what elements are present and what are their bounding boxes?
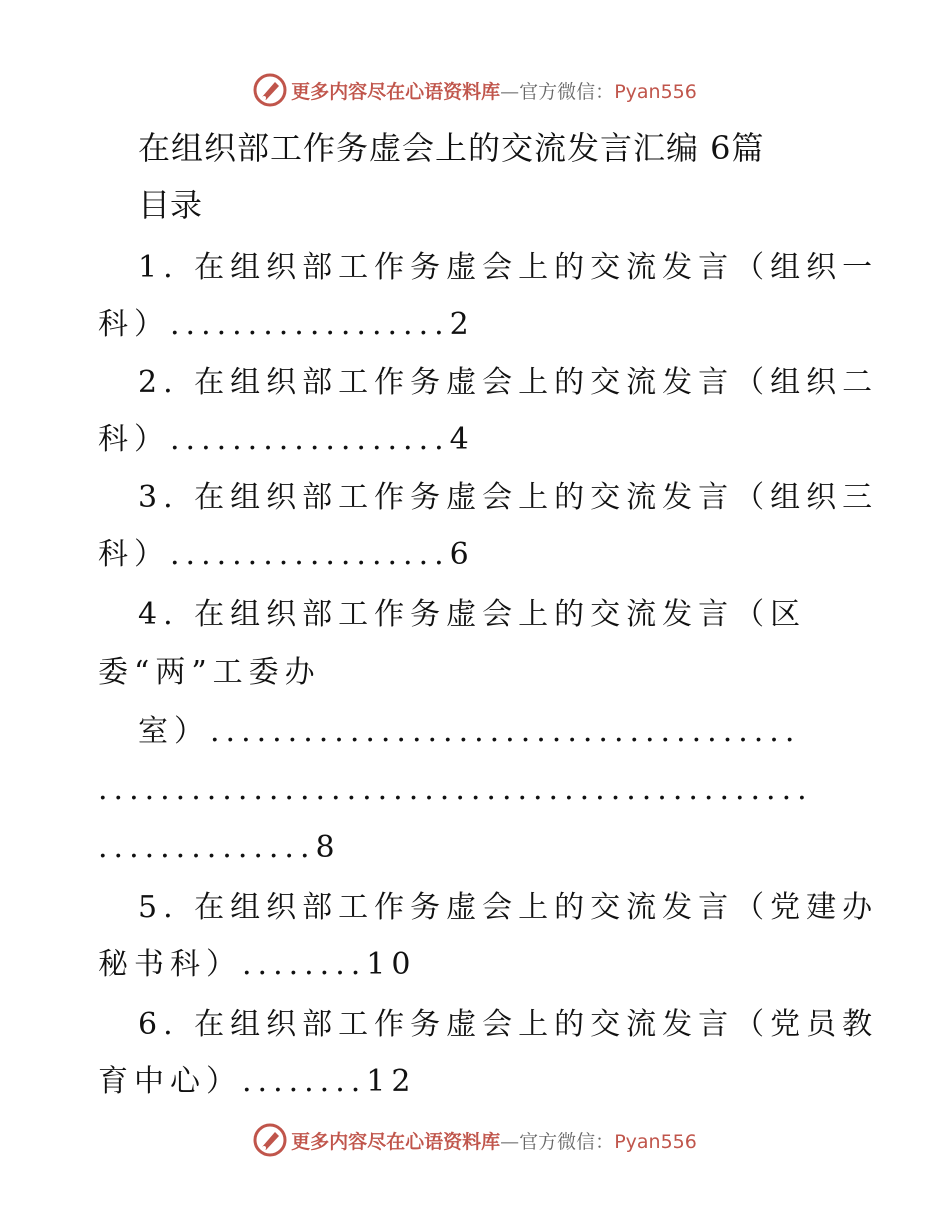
toc-entry-4-page: 8 [315, 830, 341, 865]
toc-entry-4-continuation-2: 室）...................................... [138, 714, 801, 749]
pen-logo-icon [253, 73, 287, 107]
toc-entry-4-dots: .............................................. [98, 772, 813, 807]
toc-entry-5-continuation: 秘书科）........10 [98, 947, 417, 982]
header-watermark [0, 70, 950, 110]
footer-watermark [0, 1120, 950, 1160]
toc-entry-2-title: 2. 在组织部工作务虚会上的交流发言（组织二 [138, 365, 879, 400]
toc-entry-1-title: 1. 在组织部工作务虚会上的交流发言（组织一 [138, 250, 879, 285]
toc-entry-2-continuation: 科）..................4 [98, 422, 475, 457]
toc-entry-3-continuation: 科）..................6 [98, 537, 475, 572]
toc-entry-2-page: 4 [449, 422, 475, 457]
toc-entry-6-title: 6. 在组织部工作务虚会上的交流发言（党员教 [138, 1007, 879, 1042]
pen-logo-icon [253, 1123, 287, 1157]
toc-entry-5-page: 10 [366, 947, 417, 982]
toc-entry-3-title: 3. 在组织部工作务虚会上的交流发言（组织三 [138, 480, 879, 515]
toc-entry-1-continuation: 科）..................2 [98, 307, 475, 342]
toc-entry-4-continuation: 委“两”工委办 [98, 655, 321, 690]
toc-entry-3-page: 6 [449, 537, 475, 572]
watermark-text: 更多内容尽在心语资料库—官方微信：Pyan556 [291, 80, 697, 103]
toc-entry-6-continuation: 育中心）........12 [98, 1064, 417, 1099]
document-title: 在组织部工作务虚会上的交流发言汇编 6篇 [138, 129, 765, 167]
toc-entry-4-dots-end: ..............8 [98, 830, 341, 865]
toc-heading: 目录 [138, 186, 203, 224]
toc-entry-1-page: 2 [449, 307, 475, 342]
toc-entry-4-title: 4. 在组织部工作务虚会上的交流发言（区 [138, 597, 807, 632]
toc-entry-6-page: 12 [366, 1064, 417, 1099]
watermark-text: 更多内容尽在心语资料库—官方微信：Pyan556 [291, 1130, 697, 1153]
toc-entry-5-title: 5. 在组织部工作务虚会上的交流发言（党建办 [138, 890, 879, 925]
